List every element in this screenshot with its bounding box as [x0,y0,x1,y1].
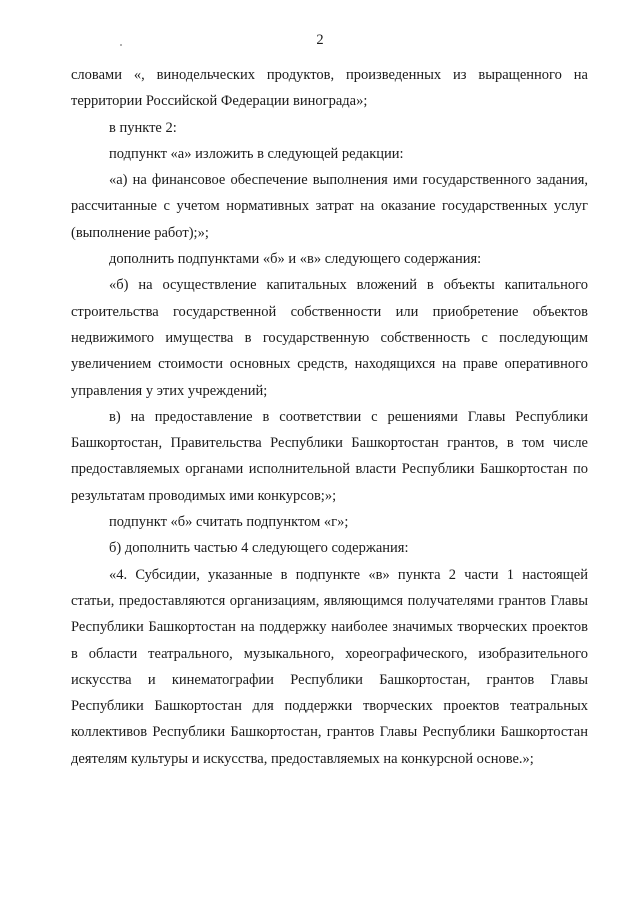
paragraph-continuation: словами «, винодельческих продуктов, произведенных из выращенного на территории Российской Федерации винограда»; [71,67,588,110]
paragraph-point-2: в пункте 2: [109,119,177,136]
paragraph-subpoint-a-heading: подпункт «а» изложить в следующей редакции: [109,145,404,162]
paragraph-subpoint-v-text: в) на предоставление в соответствии с решениями Главы Республики Башкортостан, Правительства Республики Башкортостан грантов, в том числе предоставляемых органами исполнительной власти Республики Башкортостан по результатам проводимых ими конкурсов;»; [71,408,588,504]
paragraph-subpoint-a-text: «а) на финансовое обеспечение выполнения ими государственного задания, рассчитанные с учетом нормативных затрат на оказание государственных услуг (выполнение работ);»; [71,172,588,241]
paragraph-add-part-4: б) дополнить частью 4 следующего содержания: [109,540,409,557]
page-number: 2 [316,32,324,48]
paragraph-part-4-text: «4. Субсидии, указанные в подпункте «в» пункта 2 части 1 настоящей статьи, предоставляются организациям, являющимся получателями грантов Главы Республики Башкортостан на поддержку наиболее значимых творческих проектов в области театрального, музыкального, хореографического, изобразительного искусства и кинематографии Республики Башкортостан, грантов Главы Республики Башкортостан для поддержки творческих проектов театральных коллективов Республики Башкортостан, грантов Главы Республики Башкортостан деятелям культуры и искусства, предоставляемых на конкурсной основе.»; [71,566,588,767]
paragraph-renumber: подпункт «б» считать подпунктом «г»; [109,514,349,531]
paragraph-add-subpoints: дополнить подпунктами «б» и «в» следующего содержания: [109,251,482,268]
scan-speck [120,44,122,46]
paragraph-subpoint-b-text: «б) на осуществление капитальных вложений в объекты капитального строительства государственной собственности или приобретение объектов недвижимого имущества в государственную собственность с последующим увеличением стоимости основных средств, находящихся на праве оперативного управления у этих учреждений; [71,277,588,399]
document-body [71,62,588,772]
